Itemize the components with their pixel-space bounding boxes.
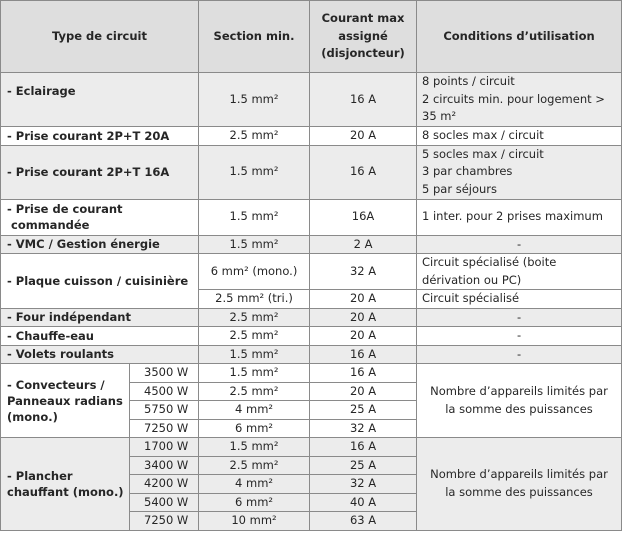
power-cell: 3400 W <box>130 456 199 475</box>
section-cell: 1.5 mm² <box>199 145 310 199</box>
power-cell: 4500 W <box>130 382 199 401</box>
header-conditions: Conditions d’utilisation <box>417 1 622 73</box>
section-cell: 2.5 mm² <box>199 308 310 327</box>
courant-cell: 25 A <box>310 401 417 420</box>
courant-cell: 20 A <box>310 327 417 346</box>
table-row <box>1 254 622 290</box>
courant-cell: 32 A <box>310 419 417 438</box>
section-cell: 2.5 mm² (tri.) <box>199 290 310 309</box>
power-cell: 7250 W <box>130 512 199 531</box>
type-cell: - Prise courant 2P+T 16A <box>1 145 199 199</box>
courant-cell: 40 A <box>310 493 417 512</box>
type-cell: - Four indépendant <box>1 308 199 327</box>
section-cell: 6 mm² <box>199 493 310 512</box>
section-cell: 2.5 mm² <box>199 127 310 146</box>
table-row <box>1 235 622 254</box>
section-cell: 1.5 mm² <box>199 345 310 364</box>
conditions-cell: Circuit spécialisé <box>417 290 622 309</box>
table-row <box>1 364 622 383</box>
section-cell: 4 mm² <box>199 475 310 494</box>
section-cell: 1.5 mm² <box>199 235 310 254</box>
table-row <box>1 145 622 199</box>
section-cell: 6 mm² <box>199 419 310 438</box>
conditions-cell: 8 points / circuit 2 circuits min. pour logement > 35 m² <box>417 73 622 127</box>
section-cell: 2.5 mm² <box>199 327 310 346</box>
conditions-cell: 8 socles max / circuit <box>417 127 622 146</box>
courant-cell: 32 A <box>310 475 417 494</box>
courant-cell: 25 A <box>310 456 417 475</box>
courant-cell: 16 A <box>310 345 417 364</box>
header-row <box>1 1 622 73</box>
courant-cell: 16 A <box>310 73 417 127</box>
courant-cell: 20 A <box>310 382 417 401</box>
type-cell: - Prise de courant commandée <box>1 199 199 235</box>
type-cell: - Convecteurs / Panneaux radians (mono.) <box>1 364 130 438</box>
type-cell: - Prise courant 2P+T 20A <box>1 127 199 146</box>
type-cell: - Plancher chauffant (mono.) <box>1 438 130 531</box>
table-row <box>1 345 622 364</box>
courant-cell: 2 A <box>310 235 417 254</box>
power-cell: 1700 W <box>130 438 199 457</box>
conditions-cell: Circuit spécialisé (boite dérivation ou PC) <box>417 254 622 290</box>
conditions-cell: 5 socles max / circuit 3 par chambres 5 par séjours <box>417 145 622 199</box>
courant-cell: 16 A <box>310 364 417 383</box>
header-type: Type de circuit <box>1 1 199 73</box>
courant-cell: 63 A <box>310 512 417 531</box>
power-cell: 5750 W <box>130 401 199 420</box>
type-cell: - Plaque cuisson / cuisinière <box>1 254 199 309</box>
power-cell: 7250 W <box>130 419 199 438</box>
section-cell: 1.5 mm² <box>199 364 310 383</box>
section-cell: 4 mm² <box>199 401 310 420</box>
table-row <box>1 127 622 146</box>
section-cell: 1.5 mm² <box>199 73 310 127</box>
conditions-cell: Nombre d’appareils limités par la somme des puissances <box>417 364 622 438</box>
courant-cell: 16 A <box>310 438 417 457</box>
table-row <box>1 438 622 457</box>
conditions-cell: - <box>417 235 622 254</box>
table-row <box>1 199 622 235</box>
section-cell: 1.5 mm² <box>199 199 310 235</box>
type-cell: - Volets roulants <box>1 345 199 364</box>
section-cell: 1.5 mm² <box>199 438 310 457</box>
header-section: Section min. <box>199 1 310 73</box>
section-cell: 6 mm² (mono.) <box>199 254 310 290</box>
conditions-cell: - <box>417 308 622 327</box>
courant-cell: 20 A <box>310 127 417 146</box>
courant-cell: 16 A <box>310 145 417 199</box>
header-courant: Courant max assigné (disjoncteur) <box>310 1 417 73</box>
section-cell: 2.5 mm² <box>199 382 310 401</box>
conditions-cell: - <box>417 327 622 346</box>
conditions-cell: - <box>417 345 622 364</box>
conditions-cell: 1 inter. pour 2 prises maximum <box>417 199 622 235</box>
conditions-cell: Nombre d’appareils limités par la somme des puissances <box>417 438 622 531</box>
table-row <box>1 308 622 327</box>
power-cell: 3500 W <box>130 364 199 383</box>
courant-cell: 20 A <box>310 308 417 327</box>
courant-cell: 20 A <box>310 290 417 309</box>
table-row <box>1 73 622 127</box>
section-cell: 2.5 mm² <box>199 456 310 475</box>
courant-cell: 32 A <box>310 254 417 290</box>
section-cell: 10 mm² <box>199 512 310 531</box>
power-cell: 5400 W <box>130 493 199 512</box>
type-cell: - VMC / Gestion énergie <box>1 235 199 254</box>
type-cell: - Chauffe-eau <box>1 327 199 346</box>
power-cell: 4200 W <box>130 475 199 494</box>
table-row <box>1 327 622 346</box>
courant-cell: 16A <box>310 199 417 235</box>
type-cell: - Eclairage <box>1 73 199 127</box>
